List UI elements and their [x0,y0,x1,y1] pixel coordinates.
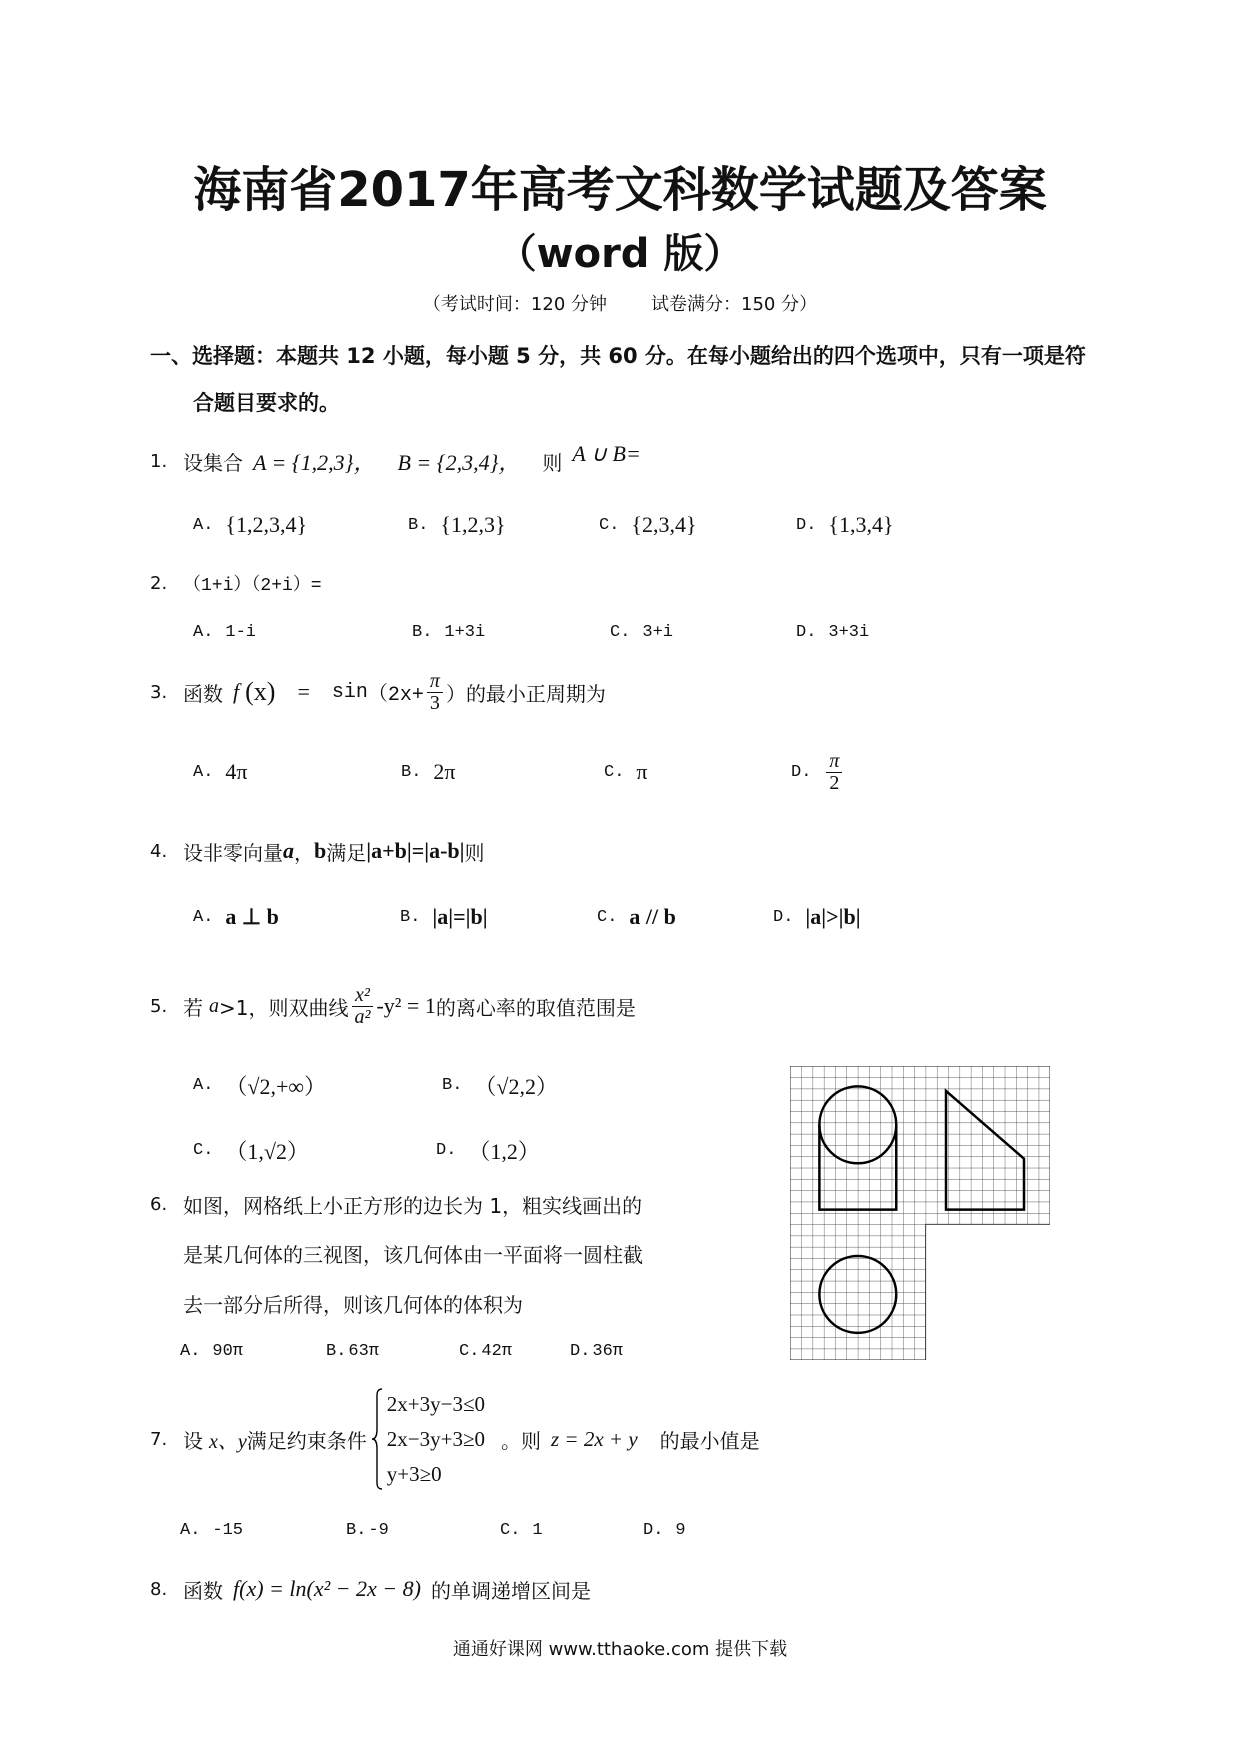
option-label: A. [193,515,214,535]
page-footer: 通通好课网 www.tthaoke.com 提供下载 [452,1639,788,1660]
question-number: 3. [150,681,168,703]
option-a [180,1336,243,1366]
question-text: >1，则双曲线 [219,995,349,1020]
option-value: （√2,2） [474,1073,558,1099]
question-text: 函数 [183,681,223,706]
section-heading-line1: 一、选择题：本题共 12 小题，每小题 5 分，共 60 分。在每小题给出的四个选项中，只有一项是符 [150,344,1086,368]
question-text: 若 [183,995,203,1020]
constraint-2: 2x−3y+3≥0 [386,1427,485,1451]
fraction-denominator: a² [354,1005,371,1028]
question-text: 设 [183,1428,203,1453]
option-value: （1,√2） [225,1138,309,1164]
vector-a: a [283,838,294,863]
constraint-system [371,1387,485,1491]
option-value: 4π [225,759,248,784]
option-label: A. [193,762,214,782]
option-b [412,617,485,647]
page-subtitle: （word 版） [496,230,744,277]
option-c [193,1135,309,1165]
option-label: C. [604,762,625,782]
question-5 [150,979,636,1033]
option-label: B. [412,622,433,642]
variables: x、y [209,1430,247,1453]
option-label: D. [570,1341,591,1361]
option-a [193,902,279,932]
set-a: A = {1,2,3}， [253,449,376,475]
option-d [436,1135,540,1165]
option-a [180,1515,243,1545]
option-value: 90π [212,1341,244,1361]
option-b [346,1515,389,1545]
option-a [193,510,307,540]
question-text: 的离心率的取值范围是 [435,995,636,1020]
option-b [401,757,456,787]
option-label: C. [599,515,620,535]
question-text: 则 [464,840,485,865]
option-label: A. [193,1075,214,1095]
option-label: B. [408,515,429,535]
option-d [643,1515,686,1545]
option-label: D. [796,622,817,642]
option-c [597,902,676,932]
question-7 [150,1384,760,1494]
section-heading-line2: 合题目要求的。 [193,391,340,415]
paren-close: ） [445,681,466,706]
question-number: 5. [150,995,168,1017]
function-expression: f(x) = ln(x² − 2x − 8) [233,1576,421,1601]
option-label: C. [610,622,631,642]
option-value: 3+3i [828,622,870,642]
option-value: a // b [629,904,676,929]
three-view-figure [790,1066,1050,1360]
option-value: {2,3,4} [631,512,697,537]
option-value: -15 [212,1520,244,1540]
grid-paper [790,1066,1050,1360]
option-label: A. [193,622,214,642]
option-label: C. [597,907,618,927]
option-value: π [636,759,648,784]
left-brace [371,1387,383,1491]
question-text: 。则 [500,1428,541,1453]
option-c [604,757,648,787]
question-1 [150,441,641,476]
question-4 [150,836,485,866]
question-number: 1. [150,450,168,472]
question-text: 满足约束条件 [246,1428,367,1453]
option-label: D. [643,1520,664,1540]
question-number: 6. [150,1193,168,1215]
fraction-numerator: x² [352,985,373,1007]
set-b: B = {2,3,4}， [397,449,521,475]
question-text: 满足 [326,840,367,865]
question-2 [150,568,322,598]
constraint-1: 2x+3y−3≤0 [386,1392,485,1416]
option-b [326,1336,379,1366]
option-label: C. [500,1520,521,1540]
option-d [773,902,861,932]
fraction-numerator: π [826,751,842,773]
option-value: 2π [433,759,456,784]
paren-open: （2x+ [367,684,424,707]
option-label: A. [193,907,214,927]
sin-function: sin [331,680,368,704]
option-value: 42π [481,1341,513,1361]
option-label: B. [326,1341,347,1361]
option-c [500,1515,543,1545]
option-label: B. [346,1520,367,1540]
union-expression: A ∪ B= [572,441,641,466]
fraction [826,751,842,794]
question-6 [150,1189,642,1219]
option-d [796,510,894,540]
option-b [442,1070,558,1100]
option-value: a ⊥ b [225,904,279,929]
question-number: 2. [150,572,168,594]
question-text: 的最小值是 [659,1428,760,1453]
option-c [610,617,673,647]
option-label: C. [459,1341,480,1361]
vector-condition: |a+b|=|a-b| [366,838,465,863]
option-d [791,745,845,799]
option-a [193,617,256,647]
constraint-3: y+3≥0 [386,1462,442,1486]
option-b [408,510,506,540]
option-label: C. [193,1140,214,1160]
option-value: {1,3,4} [828,512,894,537]
option-label: B. [401,762,422,782]
question-number: 7. [150,1428,168,1450]
option-label: A. [180,1341,201,1361]
question-text-line2: 是某几何体的三视图，该几何体由一平面将一圆柱截 [183,1242,643,1267]
option-a [193,1070,326,1100]
question-text: 设非零向量 [183,840,283,865]
question-text-line1: 如图，网格纸上小正方形的边长为 1，粗实线画出的 [183,1193,643,1218]
option-value: {1,2,3} [440,512,506,537]
option-value: 1+3i [444,622,486,642]
fraction-denominator: 2 [829,771,840,794]
option-label: B. [400,907,421,927]
function-name: f [233,679,240,704]
option-d [570,1336,623,1366]
option-label: D. [773,907,794,927]
option-value: 9 [675,1520,686,1540]
option-value: {1,2,3,4} [225,512,308,537]
question-text: 的最小正周期为 [465,681,606,706]
option-value: 63π [348,1341,380,1361]
option-value: -9 [368,1520,389,1540]
question-3 [150,666,606,718]
variable-a: a [209,994,219,1017]
question-text: 则 [542,450,563,475]
vector-b: b [314,838,327,863]
option-value: |a|>|b| [805,904,861,929]
objective-function: z = 2x + y [550,1426,638,1451]
comma: ， [294,840,314,865]
option-value: |a|=|b| [432,904,488,929]
question-text-line3: 去一部分后所得，则该几何体的体积为 [183,1292,523,1317]
exam-info [0,289,1240,317]
option-c [459,1336,512,1366]
fraction-denominator: 3 [429,691,440,714]
option-value: 36π [592,1341,624,1361]
option-value: （1,2） [468,1138,540,1164]
option-value: 1-i [225,622,257,642]
option-b [400,902,488,932]
question-number: 4. [150,840,168,862]
equals-sign: = [297,679,310,704]
option-value: （√2,+∞） [225,1073,327,1099]
fraction-numerator: π [427,671,443,693]
complex-expression: （1+i）（2+i）= [183,576,322,596]
option-value: 3+i [642,622,674,642]
option-d [796,617,869,647]
question-8 [150,1574,591,1604]
option-value: 1 [532,1520,543,1540]
function-argument: (x) [245,677,276,706]
question-text: 设集合 [183,450,243,475]
option-label: D. [436,1140,457,1160]
fraction [427,671,443,714]
question-text: 的单调递增区间是 [430,1578,591,1603]
page-title: 海南省2017年高考文科数学试题及答案 [193,161,1047,218]
option-label: A. [180,1520,201,1540]
option-c [599,510,697,540]
fraction [351,985,373,1028]
question-number: 8. [150,1578,168,1600]
exam-time: （考试时间：120 分钟 [422,294,607,315]
option-a [193,757,248,787]
option-label: D. [791,762,812,782]
question-text: 函数 [183,1578,223,1603]
hyperbola-rest: -y² = 1 [376,993,436,1018]
option-label: D. [796,515,817,535]
option-label: B. [442,1075,463,1095]
full-score: 试卷满分：150 分） [651,294,818,315]
